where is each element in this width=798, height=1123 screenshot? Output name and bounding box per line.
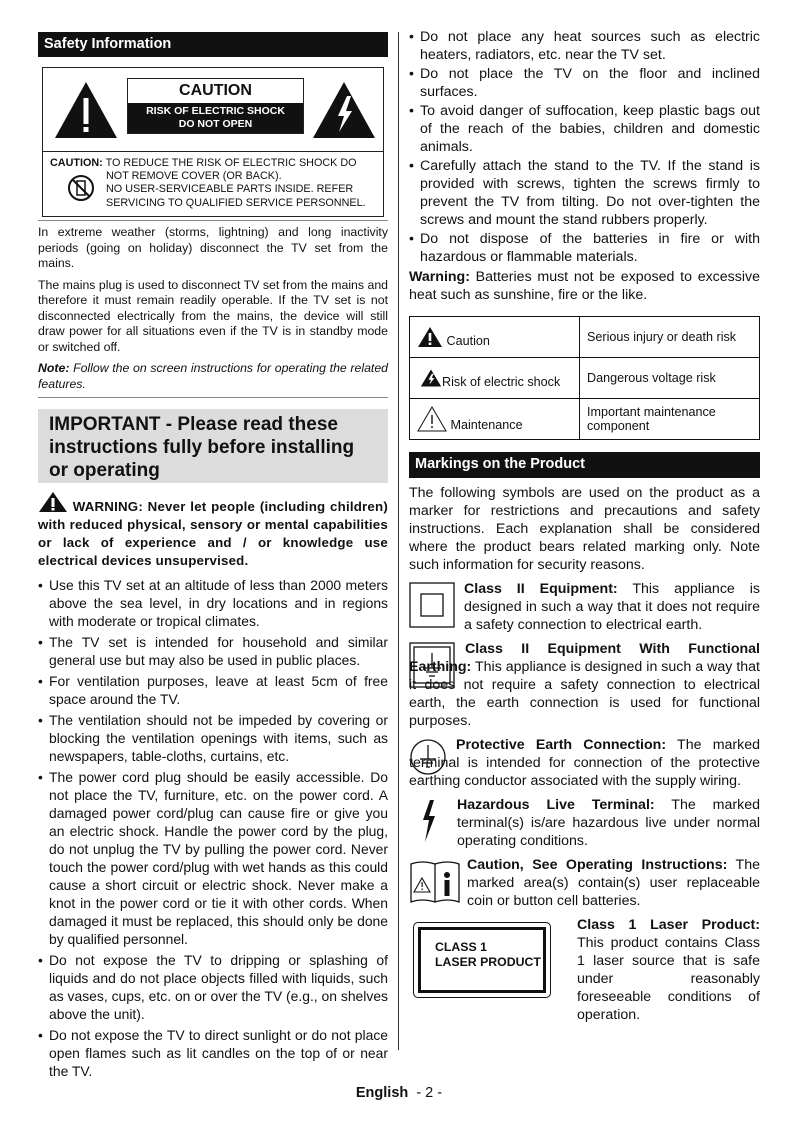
- divider: [38, 397, 388, 398]
- warning-triangle-icon: [38, 491, 68, 513]
- caution-text-label: CAUTION:: [50, 157, 103, 169]
- battery-warning: [409, 268, 760, 304]
- warning-text: Batteries must not be exposed to excessive heat such as sunshine, fire or the like.: [409, 269, 760, 303]
- risk-symbol-label: Risk of electric shock: [442, 375, 561, 389]
- mark-text: The marked area(s) contain(s) user replaceable coin or button cell batteries.: [467, 857, 760, 909]
- mark-class-ii-functional-earthing: [409, 640, 760, 730]
- mark-class-1-laser: [409, 916, 760, 1024]
- table-cell: [410, 358, 580, 399]
- mark-title: Class II Equipment:: [464, 581, 618, 597]
- footer-language: English: [355, 1085, 409, 1101]
- list-item: • Use this TV set at an altitude of less than 2000 meters above the sea level, in dry locations and in regions with moderate or tropical climates.: [38, 576, 388, 630]
- divider: [43, 151, 383, 152]
- table-row: [410, 358, 760, 399]
- laser-label: [413, 922, 551, 998]
- caution-text-line: NO USER-SERVICEABLE PARTS INSIDE. REFER: [106, 183, 354, 196]
- mark-protective-earth: [409, 736, 760, 790]
- table-cell: Serious injury or death risk: [580, 317, 760, 358]
- table-cell: [410, 317, 580, 358]
- list-item: • Do not expose the TV to dripping or splashing of liquids and do not place objects filled with liquids, such as vases, cups, etc. on or over the TV (e.g., on shelves above the unit).: [38, 951, 388, 1023]
- mark-title: Caution, See Operating Instructions:: [467, 857, 728, 873]
- table-row: [410, 317, 760, 358]
- left-bullet-list: [38, 576, 388, 1080]
- note: [38, 361, 388, 392]
- mark-text: The marked terminal is intended for connection of the protective earthing conductor associated with the supply wiring.: [409, 737, 761, 789]
- note-text: Follow the on screen instructions for operating the related features.: [38, 361, 388, 391]
- caution-subtitle: [128, 103, 303, 133]
- list-item: • The TV set is intended for household and similar general use but may also be used in public places.: [38, 633, 388, 669]
- lightning-triangle-icon: [311, 80, 377, 140]
- no-open-icon: [67, 174, 95, 202]
- mark-class-ii: [409, 580, 760, 634]
- mark-see-instructions: [409, 856, 760, 910]
- caution-text-line: TO REDUCE THE RISK OF ELECTRIC SHOCK DO: [105, 157, 357, 169]
- risk-table: [409, 316, 760, 440]
- page-footer: [0, 1085, 798, 1101]
- warning-text: WARNING: Never let people (including children) with reduced physical, sensory or mental capabilities or lack of experience and / or knowledge use electrical devices unsupervised.: [38, 499, 388, 568]
- mark-title: Class II Equipment With Functional Earthing:: [409, 641, 760, 675]
- list-item: • To avoid danger of suffocation, keep plastic bags out of the reach of the babies, children and domestic animals.: [409, 102, 760, 156]
- exclamation-triangle-icon: [53, 80, 119, 140]
- caution-box: [42, 67, 384, 217]
- list-item: • The ventilation should not be impeded by covering or blocking the ventilation openings with items, such as newspapers, table-cloths, curtains, etc.: [38, 711, 388, 765]
- safety-header: Safety Information: [38, 32, 388, 57]
- page-number: - 2 -: [416, 1085, 443, 1101]
- mark-title: Protective Earth Connection:: [456, 737, 667, 753]
- laser-label-text: CLASS 1: [435, 940, 487, 954]
- laser-label-text: LASER PRODUCT: [435, 955, 541, 969]
- caution-sub-line: RISK OF ELECTRIC SHOCK: [146, 105, 285, 117]
- mark-text: The marked terminal(s) is/are hazardous live under normal operating conditions.: [457, 797, 760, 849]
- note-label: Note:: [38, 361, 70, 375]
- functional-earth-icon: [409, 642, 455, 688]
- table-cell: Important maintenance component: [580, 399, 760, 440]
- mark-title: Hazardous Live Terminal:: [457, 797, 655, 813]
- left-column: [38, 32, 388, 1083]
- warning-label: Warning:: [409, 269, 470, 285]
- list-item: • For ventilation purposes, leave at least 5cm of free space around the TV.: [38, 672, 388, 708]
- caution-label: [127, 78, 304, 134]
- list-item: • Carefully attach the stand to the TV. If the stand is provided with screws, tighten the screws firmly to prevent the TV from tilting. Do not over-tighten the screws and mount the stand rubbers properly.: [409, 157, 760, 229]
- caution-triangle-icon: [417, 326, 443, 348]
- maintenance-triangle-icon: [417, 406, 447, 432]
- important-heading: IMPORTANT - Please read these instructions fully before installing or operating: [38, 409, 388, 483]
- laser-label-inner: [418, 927, 546, 993]
- caution-title: CAUTION: [179, 82, 252, 99]
- mark-text: This appliance is designed in such a way that it does not require a safety connection to electrical earth.: [464, 581, 760, 633]
- paragraph: In extreme weather (storms, lightning) and long inactivity periods (going on holiday) disconnect the TV set from the mains.: [38, 225, 388, 270]
- markings-header: Markings on the Product: [409, 452, 760, 478]
- caution-text: [50, 157, 380, 210]
- mark-hazardous-live: [409, 796, 760, 850]
- list-item: • Do not place any heat sources such as electric heaters, radiators, etc. near the TV set.: [409, 28, 760, 64]
- class-ii-icon: [409, 582, 455, 628]
- column-divider: [398, 32, 399, 1050]
- book-instructions-icon: [409, 858, 461, 904]
- risk-symbol-label: Caution: [446, 334, 490, 348]
- table-cell: Dangerous voltage risk: [580, 358, 760, 399]
- paragraph: The mains plug is used to disconnect TV set from the mains and therefore it must remain readily operable. If the TV set is not disconnected electrically from the mains, the device will still draw power for all situations even if the TV is in standby mode or switched off.: [38, 277, 388, 354]
- risk-symbol-label: Maintenance: [450, 418, 523, 432]
- list-item: • Do not expose the TV to direct sunlight or do not place open flames such as lit candles on the top of or near the TV.: [38, 1026, 388, 1080]
- list-item: • The power cord plug should be easily accessible. Do not place the TV, furniture, etc. on the power cord. A damaged power cord/plug can cause fire or give you an electric shock. Handle the power cord by the plug, do not unplug the TV by pulling the power cord. Never touch the power cord/plug with wet hands as this could cause a short circuit or electric shock. Never make a knot in the power cord or tie it with other cords. When damaged it must be replaced, this should only be done by qualified personnel.: [38, 768, 388, 948]
- markings-intro: The following symbols are used on the product as a marker for restrictions and precautions and safety instructions. Each explanation shall be considered where the product bears related marking only. Note such information for security reasons.: [409, 485, 760, 573]
- right-bullet-list: [409, 28, 760, 266]
- caution-text-line: NOT REMOVE COVER (OR BACK).: [106, 170, 282, 183]
- mark-text: This appliance is designed in such a way that it does not require a safety connection to electrical earth, the earth connection is used for functional purposes.: [409, 659, 760, 729]
- lightning-triangle-icon: [420, 367, 442, 389]
- divider: [38, 220, 388, 221]
- protective-earth-icon: [409, 738, 447, 776]
- mark-title: Class 1 Laser Product:: [577, 917, 760, 933]
- mark-text: This product contains Class 1 laser source that is safe under reasonably foreseeable conditions of operation.: [577, 935, 760, 1023]
- warning-paragraph: [38, 491, 388, 570]
- caution-text-line: SERVICING TO QUALIFIED SERVICE PERSONNEL.: [106, 196, 366, 209]
- right-column: [409, 28, 760, 1024]
- list-item: • Do not dispose of the batteries in fire or with hazardous or flammable materials.: [409, 230, 760, 266]
- lightning-bolt-icon: [421, 800, 437, 842]
- list-item: • Do not place the TV on the floor and inclined surfaces.: [409, 65, 760, 101]
- caution-sub-line: DO NOT OPEN: [178, 118, 253, 130]
- table-cell: [410, 399, 580, 440]
- table-row: [410, 399, 760, 440]
